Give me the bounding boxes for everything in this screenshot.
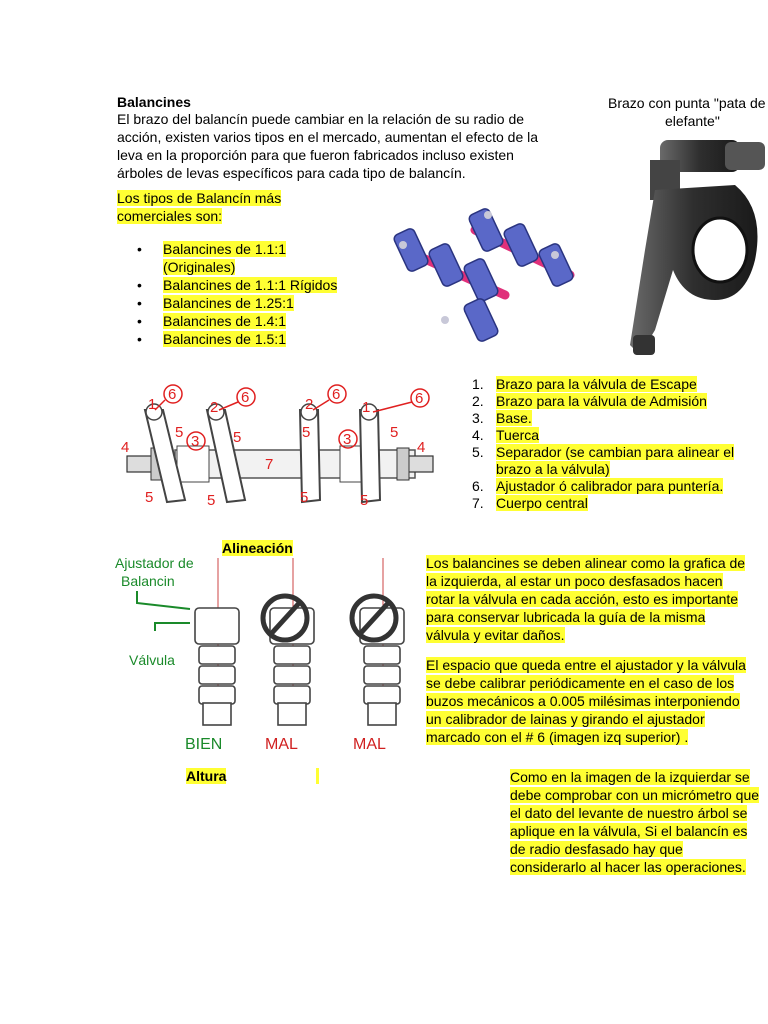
list-item-text: Balancines de 1.5:1 xyxy=(163,331,286,347)
label-5: 5 xyxy=(207,492,216,509)
label-4: 4 xyxy=(417,439,426,456)
label-1: 1 xyxy=(362,399,371,416)
intro-line: leva en la proporción para que fueron fabricados incluso existen xyxy=(117,147,514,163)
label-5: 5 xyxy=(390,424,399,441)
alineacion-heading: Alineación xyxy=(222,540,293,556)
adjuster-label: Balancin xyxy=(121,573,175,589)
part-number: 2. xyxy=(472,393,484,409)
parts-list xyxy=(472,376,762,512)
bad-label: MAL xyxy=(353,736,386,753)
label-3: 3 xyxy=(343,431,352,448)
list-item xyxy=(117,294,377,312)
bullet: • xyxy=(137,331,142,347)
right-nut xyxy=(397,448,409,480)
label-7: 7 xyxy=(265,456,274,473)
part-text: Base. xyxy=(496,410,532,426)
part-text: Tuerca xyxy=(496,427,540,443)
good-label: BIEN xyxy=(185,736,223,753)
list-item xyxy=(117,240,377,276)
bullet: • xyxy=(137,313,142,329)
part-text: Separador (se cambian para alinear el xyxy=(496,444,735,460)
bullet: • xyxy=(137,295,142,311)
list-item xyxy=(472,376,762,393)
list-item xyxy=(472,410,762,427)
bullet: • xyxy=(137,277,142,293)
adjuster-label: Ajustador de xyxy=(115,555,194,571)
alineacion-paragraph-2: El espacio que queda entre el ajustador y la válvula se debe calibrar periódicamente en el caso de los buzos mecánicos a 0.005 milésimas interponiendo un calibrador de lainas y girando el ajustador marcado con el # 6 (imagen izq superior) . xyxy=(426,657,746,745)
label-2: 2 xyxy=(210,399,219,416)
list-item xyxy=(117,276,377,294)
list-item xyxy=(472,495,762,512)
intro-line: árboles de levas específicos para cada tipo de balancín. xyxy=(117,165,466,181)
list-item xyxy=(472,393,762,410)
part-number: 7. xyxy=(472,495,484,511)
base-left xyxy=(177,446,209,482)
part-text: Brazo para la válvula de Escape xyxy=(496,376,697,392)
types-intro-line: comerciales son: xyxy=(117,208,223,224)
rocker-assembly-image xyxy=(385,200,595,350)
alineacion-paragraph-1: Los balancines se deben alinear como la grafica de la izquierda, al estar un poco desfasados hacen rotar la válvula en cada acción, esto es importante para conservar lubricada la guía de la misma válvula y evitar daños. xyxy=(426,555,746,643)
caption-line: elefante" xyxy=(665,113,720,129)
part-number: 3. xyxy=(472,410,484,426)
label-6: 6 xyxy=(415,390,424,407)
list-item xyxy=(117,330,377,348)
highlight-mark xyxy=(316,768,319,784)
types-list xyxy=(117,240,377,348)
caption-line: Brazo con punta "pata de xyxy=(608,95,766,111)
label-2: 2 xyxy=(305,396,314,413)
list-item-text: Balancines de 1.1:1 xyxy=(163,241,286,257)
section-heading: Balancines xyxy=(117,94,191,110)
bad-label: MAL xyxy=(265,736,298,753)
altura-paragraph: Como en la imagen de la izquierdar se debe comprobar con un micrómetro que el dato del levante de nuestro árbol se aplique en la válvula, Si el balancín es de radio desfasado hay que considerarlo al hacer las operaciones. xyxy=(510,769,760,875)
part-text: Cuerpo central xyxy=(496,495,588,511)
list-item-text: Balancines de 1.4:1 xyxy=(163,313,286,329)
types-intro xyxy=(117,189,281,225)
part-text: Ajustador ó calibrador para puntería. xyxy=(496,478,724,494)
elephant-foot-rocker-image xyxy=(615,130,768,370)
list-item xyxy=(472,444,762,478)
label-5: 5 xyxy=(360,492,369,509)
list-item xyxy=(472,427,762,444)
list-item-text: Balancines de 1.25:1 xyxy=(163,295,294,311)
valve-label: Válvula xyxy=(129,652,175,668)
rocker-arm-4 xyxy=(360,410,380,502)
label-6: 6 xyxy=(168,386,177,403)
label-6: 6 xyxy=(332,386,341,403)
intro-paragraph xyxy=(117,110,597,182)
label-5: 5 xyxy=(302,424,311,441)
altura-heading: Altura xyxy=(186,768,227,784)
part-number: 5. xyxy=(472,444,484,460)
label-6: 6 xyxy=(241,389,250,406)
bullet: • xyxy=(137,241,142,257)
label-4: 4 xyxy=(121,439,130,456)
intro-line: acción, existen varios tipos en el mercado, aumentan el efecto de la xyxy=(117,129,539,145)
list-item-text: (Originales) xyxy=(163,259,236,275)
part-number: 1. xyxy=(472,376,484,392)
list-item xyxy=(117,312,377,330)
part-number: 4. xyxy=(472,427,484,443)
part-text: brazo a la válvula) xyxy=(496,461,610,477)
label-5: 5 xyxy=(145,489,154,506)
list-item-text: Balancines de 1.1:1 Rígidos xyxy=(163,277,338,293)
types-intro-line: Los tipos de Balancín más xyxy=(117,190,282,206)
rocker-exploded-diagram xyxy=(115,380,445,515)
label-5: 5 xyxy=(233,429,242,446)
elephant-foot-caption xyxy=(600,94,768,130)
label-1: 1 xyxy=(148,396,157,413)
valve-alignment-figure xyxy=(115,553,420,753)
label-5: 5 xyxy=(300,489,309,506)
label-5: 5 xyxy=(175,424,184,441)
list-item xyxy=(472,478,762,495)
intro-line: El brazo del balancín puede cambiar en la relación de su radio de xyxy=(117,111,525,127)
part-text: Brazo para la válvula de Admisión xyxy=(496,393,707,409)
part-number: 6. xyxy=(472,478,484,494)
label-3: 3 xyxy=(191,433,200,450)
